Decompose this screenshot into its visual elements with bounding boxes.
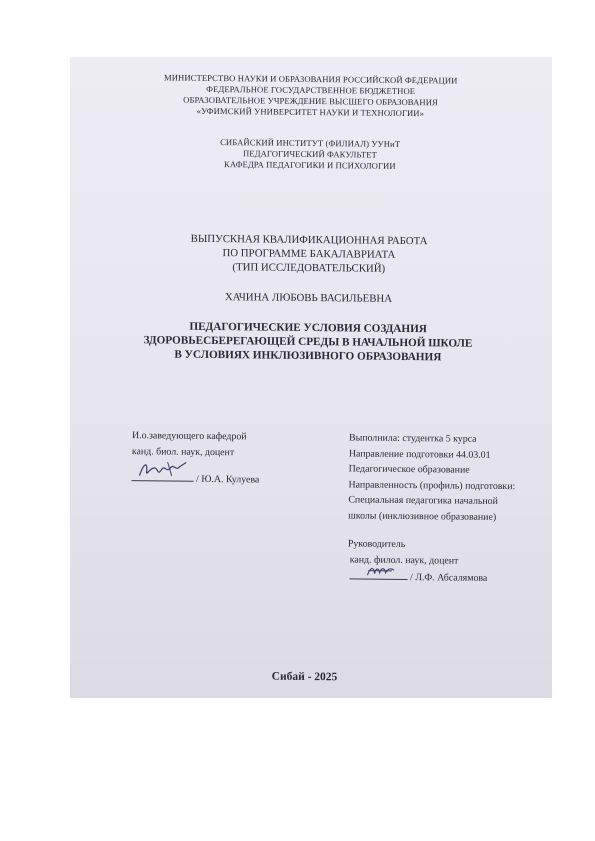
work-type — [70, 230, 550, 277]
head-name: / Ю.А. Кулуева — [195, 473, 260, 486]
header-line: МИНИСТЕРСТВО НАУКИ И ОБРАЗОВАНИЯ РОССИЙСКОЙ ФЕДЕРАЦИИ — [163, 72, 458, 86]
ministry-header — [70, 71, 552, 120]
head-signature — [138, 459, 190, 480]
head-degree: канд. биол. наук, доцент — [131, 445, 235, 458]
supervisor-name: / Л.Ф. Абсалямова — [409, 572, 488, 584]
city-year: Сибай - 2025 — [271, 670, 338, 684]
institute-line: СИБАЙСКИЙ ИНСТИТУТ (ФИЛИАЛ) УУНиТ — [220, 137, 401, 149]
student-line: школы (инклюзивное образование) — [348, 509, 497, 523]
student-block — [347, 430, 515, 586]
institute-header — [70, 135, 551, 173]
title-page — [70, 57, 552, 698]
supervisor-label: Руководитель — [347, 538, 406, 551]
work-type-line: ВЫПУСКНАЯ КВАЛИФИКАЦИОННАЯ РАБОТА — [190, 232, 428, 248]
title-line: ПЕДАГОГИЧЕСКИЕ УСЛОВИЯ СОЗДАНИЯ — [189, 320, 427, 336]
work-type-line: (ТИП ИССЛЕДОВАТЕЛЬСКИЙ) — [232, 261, 386, 275]
student-line: Педагогическое образование — [348, 463, 470, 476]
head-signature-line — [132, 468, 194, 482]
supervisor-degree: канд. филол. наук, доцент — [349, 553, 459, 567]
work-type-line: ПО ПРОГРАММЕ БАКАЛАВРИАТА — [222, 247, 396, 261]
header-line: «УФИМСКИЙ УНИВЕРСИТЕТ НАУКИ И ТЕХНОЛОГИИ» — [196, 105, 425, 119]
document-photo — [70, 57, 552, 698]
head-position: И.о.заведующего кафедрой — [131, 430, 247, 443]
title-line: В УСЛОВИЯХ ИНКЛЮЗИВНОГО ОБРАЗОВАНИЯ — [174, 348, 442, 364]
student-line: Специальная педагогика начальной — [348, 494, 498, 507]
supervisor-signature — [366, 564, 396, 578]
supervisor-signature-line — [350, 567, 408, 580]
title-line: ЗДОРОВЬЕСБЕРЕГАЮЩЕЙ СРЕДЫ В НАЧАЛЬНОЙ ШКОЛЕ — [143, 334, 473, 350]
head-of-department-block — [131, 428, 259, 488]
header-line: ФЕДЕРАЛЬНОЕ ГОСУДАРСТВЕННОЕ БЮДЖЕТНОЕ — [206, 83, 416, 97]
author-name: ХАЧИНА ЛЮБОВЬ ВАСИЛЬЕВНА — [224, 291, 393, 305]
student-line: Направление подготовки 44.03.01 — [348, 447, 491, 461]
supervisor-signature-row — [347, 567, 514, 586]
institute-line: ПЕДАГОГИЧЕСКИЙ ФАКУЛЬТЕТ — [242, 148, 377, 160]
institute-line: КАФЕДРА ПЕДАГОГИКИ И ПСИХОЛОГИИ — [223, 159, 396, 171]
student-line: Выполнила: студентка 5 курса — [348, 432, 477, 445]
header-line: ОБРАЗОВАТЕЛЬНОЕ УЧРЕЖДЕНИЕ ВЫСШЕГО ОБРАЗОВАНИЯ — [183, 94, 438, 108]
head-signature-row — [131, 468, 259, 488]
thesis-title — [70, 318, 549, 365]
student-line: Направленность (профиль) подготовки: — [348, 478, 516, 492]
